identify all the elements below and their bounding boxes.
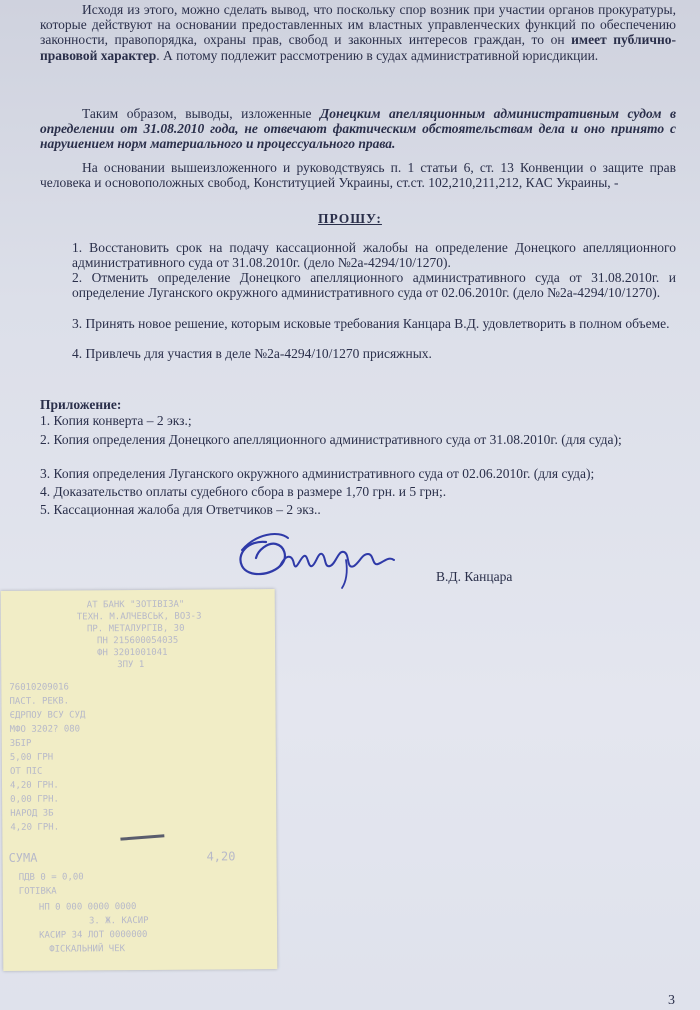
appendix-item-5: 5. Кассационная жалоба для Ответчиков – 2 экз.. [40, 502, 321, 517]
paragraph-text: Таким образом, выводы, изложенные [82, 106, 320, 121]
receipt-line: З. Ж. КАСИР [88, 915, 149, 927]
handwritten-signature [228, 520, 408, 590]
receipt-line: 4,20 ГРН. [10, 822, 60, 833]
request-heading: ПРОШУ: [318, 211, 382, 226]
appendix-item-2: 2. Копия определения Донецкого апелляционного административного суда от 31.08.2010г. (для суда); [40, 432, 622, 447]
receipt-line: КАСИР 34 ЛОТ 0000000 [39, 929, 148, 941]
receipt-line: ТЕХН. М.АЛЧЕВСЬК, ВОЗ-3 [76, 611, 202, 623]
appendix-item-3: 3. Копия определения Луганского окружного административного суда от 02.06.2010г. (для суда); [40, 466, 595, 481]
receipt-line: ГОТІВКА [18, 886, 57, 897]
receipt-line: ПН 215600054035 [96, 635, 179, 647]
appendix-item-1: 1. Копия конверта – 2 экз.; [40, 413, 192, 428]
paragraph-conclusion [40, 2, 676, 63]
bold-phrase: имеет публично-правовой характер [40, 32, 677, 63]
paragraph-basis: На основании вышеизложенного и руководствуясь п. 1 статьи 6, ст. 13 Конвенции о защите прав человека и основоположных свобод, Конституцией Украины, ст.ст. 102,210,211,212, КАС Украины, - [40, 160, 676, 191]
receipt-line: ПР. МЕТАЛУРГІВ, 30 [86, 623, 185, 635]
appendix-title: Приложение: [40, 397, 122, 412]
receipt-line: АТ БАНК "ЗОТІВІЗА" [86, 599, 185, 611]
paragraph-text: . А потому подлежит рассмотрению в судах административной юрисдикции. [156, 47, 599, 63]
signer-name: В.Д. Канцара [436, 569, 513, 584]
request-item-4: 4. Привлечь для участия в деле №2а-4294/10/1270 присяжных. [72, 346, 432, 361]
receipt-line: ЄДРПОУ ВСУ СУД [9, 710, 86, 721]
receipt-line: ФН 3201001041 [97, 647, 168, 659]
receipt-line: ФІСКАЛЬНИЙ ЧЕК [49, 944, 126, 955]
receipt-line: ОТ ПІС [9, 766, 43, 777]
receipt-pen-mark [120, 834, 164, 840]
receipt-line: 0,00 ГРН. [10, 794, 59, 805]
receipt-line: ПДВ 0 = 0,00 [18, 872, 84, 883]
receipt-total-label: СУМА [8, 850, 38, 865]
receipt-line: МФО 3202? 080 [9, 724, 81, 735]
paragraph-findings [40, 106, 676, 152]
page-number: 3 [668, 993, 675, 1008]
receipt-line: ПАСТ. РЕКВ. [9, 696, 70, 707]
receipt-line: 5,00 ГРН [9, 752, 54, 763]
paragraph-text: Исходя из этого, можно сделать вывод, что поскольку спор возник при участии органов прокуратуры, которые действуют на основании предоставленных им властных управленческих функций по обеспечению законности, правопорядка, охраны прав, свобод и законных интересов граждан, то он [40, 2, 676, 48]
payment-receipt [1, 589, 278, 971]
receipt-line: НП 0 000 0000 0000 [38, 902, 137, 913]
receipt-line: НАРОД ЗБ [10, 808, 54, 819]
receipt-line: 4,20 ГРН. [10, 780, 59, 791]
request-item-1: 1. Восстановить срок на подачу кассационной жалобы на определение Донецкого апелляционного административного суда от 31.08.2010г. (дело №2а-4294/10/1270). [72, 240, 676, 271]
appendix-item-4: 4. Доказательство оплаты судебного сбора в размере 1,70 грн. и 5 грн;. [40, 484, 447, 499]
receipt-line: 76010209016 [9, 682, 69, 693]
receipt-line: ЗПУ 1 [117, 659, 145, 671]
receipt-line: ЗБІР [9, 738, 32, 749]
receipt-total-value: 4,20 [206, 849, 236, 864]
request-item-2: 2. Отменить определение Донецкого апелляционного административного суда от 31.08.2010г. и определение Луганского окружного административного суда от 02.06.2010г. (дело №2а-4294/10/1270). [72, 270, 676, 301]
emphasized-text: Донецким апелляционным административным судом в определении от 31.08.2010 года, не отвечают фактическим обстоятельствам дела и оно принято с нарушением норм материального и процессуального права. [40, 106, 676, 152]
request-item-3: 3. Принять новое решение, которым исковые требования Канцара В.Д. удовлетворить в полном объеме. [72, 316, 670, 331]
